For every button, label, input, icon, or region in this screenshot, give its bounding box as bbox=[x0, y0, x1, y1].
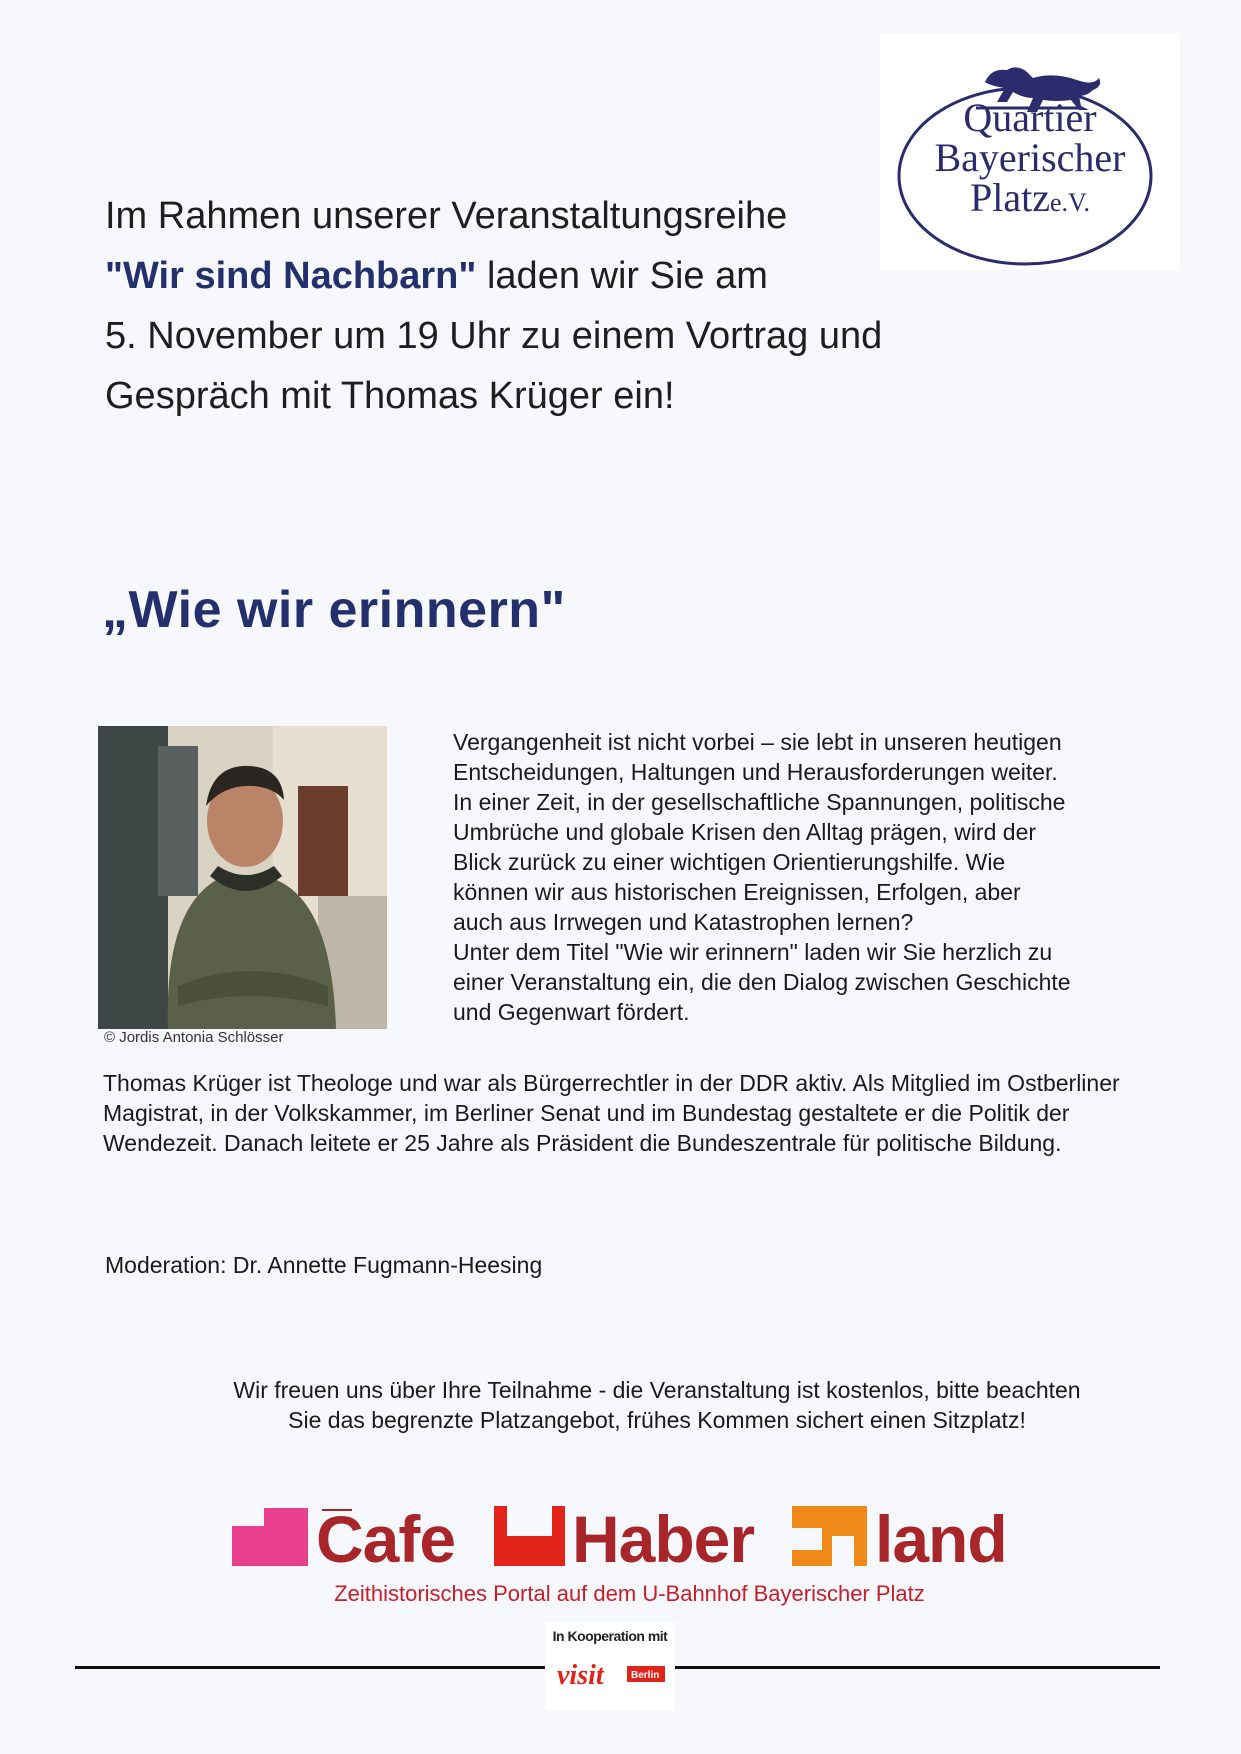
cafe-haberland-logo bbox=[232, 1502, 1027, 1576]
closing-note bbox=[150, 1375, 1164, 1435]
event-description: Vergangenheit ist nicht vorbei – sie lebt in unseren heutigen Entscheidungen, Haltungen und Herausforderungen weiter. In einer Zeit, in der gesellschaftliche Spannungen, politische Umbrüche und globale Krisen den Alltag prägen, wird der Blick zurück zu einer wichtigen Orientierungshilfe. Wie können wir aus historischen Ereignissen, Erfolgen, aber auch aus Irrwegen und Katastrophen lernen? Unter dem Titel "Wie wir erinnern" laden wir Sie herzlich zu einer Veranstaltung ein, die den Dialog zwischen Geschichte und Gegenwart fördert. bbox=[453, 729, 1071, 1025]
intro-line-3: 5. November um 19 Uhr zu einem Vortrag und bbox=[105, 315, 883, 357]
intro-line-2 bbox=[105, 246, 945, 306]
closing-line-1: Wir freuen uns über Ihre Teilnahme - die Veranstaltung ist kostenlos, bitte beachten bbox=[233, 1377, 1081, 1403]
logo-word-land: land bbox=[875, 1502, 1007, 1576]
logo-line-bayerischer: Bayerischer bbox=[934, 135, 1126, 180]
speaker-bio: Thomas Krüger ist Theologe und war als Bürgerrechtler in der DDR aktiv. Als Mitglied im Ostberliner Magistrat, in der Volkskammer, im Berliner Senat und im Bundestag gestaltete er die Politik der Wendezeit. Danach leitete er 25 Jahre als Präsident die Bundeszentrale für politische Bildung. bbox=[103, 1070, 1120, 1156]
closing-line-2: Sie das begrenzte Platzangebot, frühes Kommen sichert einen Sitzplatz! bbox=[288, 1407, 1026, 1433]
event-title: „Wie wir erinnern" bbox=[102, 581, 566, 639]
cooperation-label: In Kooperation mit bbox=[552, 1628, 668, 1644]
intro-line-2-rest: laden wir Sie am bbox=[476, 255, 768, 297]
logo-word-haber: Haber bbox=[572, 1502, 755, 1576]
moderation-line: Moderation: Dr. Annette Fugmann-Heesing bbox=[105, 1252, 543, 1278]
logo-word-cafe: Cafe bbox=[316, 1502, 456, 1576]
intro-text bbox=[105, 186, 945, 426]
intro-line-1: Im Rahmen unserer Veranstaltungsreihe bbox=[105, 195, 788, 237]
visit-text: visit bbox=[557, 1660, 604, 1691]
speaker-portrait-image bbox=[98, 726, 387, 1029]
logo-platz-text: Platz bbox=[970, 175, 1050, 220]
logo-ev-text: e.V. bbox=[1050, 188, 1090, 217]
logo-line-quartier: Quartier bbox=[963, 95, 1097, 140]
portal-subtitle: Zeithistorisches Portal auf dem U-Bahnhof Bayerischer Platz bbox=[334, 1581, 925, 1606]
berlin-text: Berlin bbox=[631, 1670, 660, 1681]
photo-credit: © Jordis Antonia Schlösser bbox=[104, 1029, 284, 1046]
series-name: "Wir sind Nachbarn" bbox=[105, 255, 477, 297]
speaker-photo bbox=[98, 726, 387, 1029]
intro-line-4: Gespräch mit Thomas Krüger ein! bbox=[105, 375, 675, 417]
cooperation-badge bbox=[545, 1622, 675, 1710]
visit-berlin-logo bbox=[555, 1652, 667, 1696]
